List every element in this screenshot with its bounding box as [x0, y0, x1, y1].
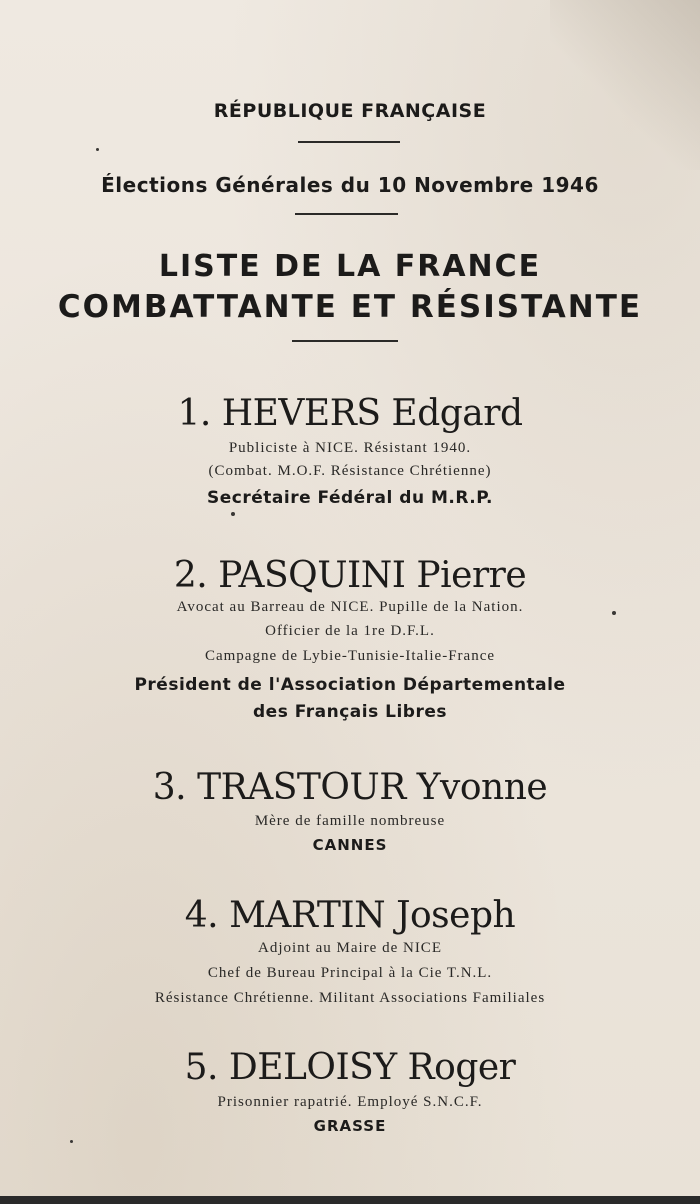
paper-fold-shadow: [550, 0, 700, 170]
header-divider-2: [295, 213, 398, 215]
candidate-1-name: 1. HEVERS Edgard: [177, 393, 523, 434]
candidate-4-detail-1: Adjoint au Maire de NICE: [258, 940, 442, 956]
candidate-2-detail-1: Avocat au Barreau de NICE. Pupille de la Nation.: [176, 599, 524, 615]
header-divider-1: [298, 141, 400, 143]
title-divider: [292, 340, 398, 342]
candidate-2-name: 2. PASQUINI Pierre: [173, 555, 527, 596]
candidate-4-detail-2: Chef de Bureau Principal à la Cie T.N.L.: [207, 965, 493, 981]
print-speck: [231, 512, 235, 516]
candidate-3-name: 3. TRASTOUR Yvonne: [152, 767, 548, 808]
candidate-1-detail-1: Publiciste à NICE. Résistant 1940.: [228, 440, 472, 456]
print-speck: [70, 1140, 73, 1143]
candidate-2-detail-3: Campagne de Lybie-Tunisie-Italie-France: [204, 648, 496, 664]
print-speck: [96, 148, 99, 151]
republic-heading: RÉPUBLIQUE FRANÇAISE: [213, 100, 487, 122]
candidate-4-name: 4. MARTIN Joseph: [184, 895, 516, 936]
candidate-5-detail-1: Prisonnier rapatrié. Employé S.N.C.F.: [217, 1094, 483, 1110]
candidate-2-role-1: Président de l'Association Départementale: [134, 675, 566, 695]
candidate-3-detail-1: Mère de famille nombreuse: [254, 813, 446, 829]
candidate-5-city: GRASSE: [313, 1117, 387, 1135]
candidate-3-city: CANNES: [312, 836, 388, 854]
list-title-line-1: LISTE DE LA FRANCE: [158, 249, 542, 284]
candidate-2-role-2: des Français Libres: [253, 702, 447, 722]
candidate-1-role: Secrétaire Fédéral du M.R.P.: [207, 488, 493, 508]
list-title-line-2: COMBATTANTE ET RÉSISTANTE: [57, 289, 643, 325]
scan-bottom-edge: [0, 1196, 700, 1204]
candidate-4-detail-3: Résistance Chrétienne. Militant Associations Familiales: [154, 990, 546, 1006]
candidate-2-detail-2: Officier de la 1re D.F.L.: [265, 623, 435, 639]
election-date-heading: Élections Générales du 10 Novembre 1946: [101, 173, 599, 197]
candidate-1-detail-2: (Combat. M.O.F. Résistance Chrétienne): [208, 463, 492, 479]
candidate-5-name: 5. DELOISY Roger: [184, 1047, 516, 1088]
print-speck: [612, 611, 616, 615]
